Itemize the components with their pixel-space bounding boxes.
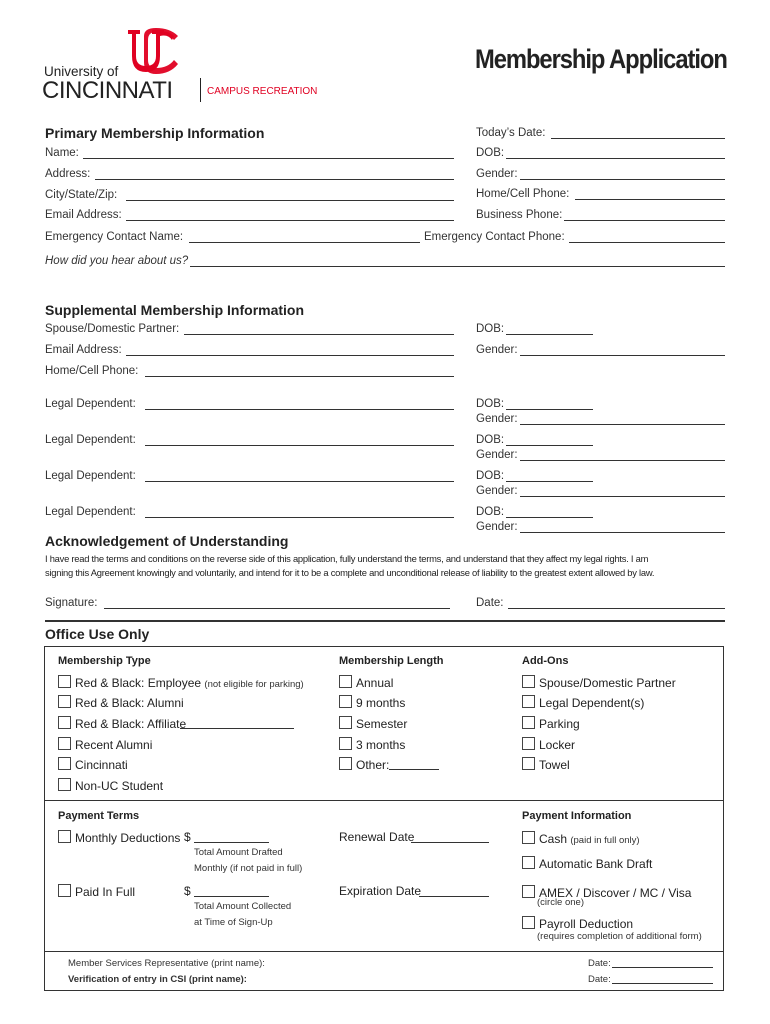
type-non-uc-option[interactable]: Non-UC Student xyxy=(58,778,163,793)
checkbox-icon[interactable] xyxy=(339,695,352,708)
business-phone-label: Business Phone: xyxy=(476,209,563,221)
cards-option[interactable]: AMEX / Discover / MC / Visa xyxy=(522,885,691,900)
type-cincinnati-option[interactable]: Cincinnati xyxy=(58,757,128,772)
signature-field[interactable] xyxy=(104,608,450,609)
acknowledgement-heading: Acknowledgement of Understanding xyxy=(45,533,289,549)
supp-phone-label: Home/Cell Phone: xyxy=(45,365,139,377)
spouse-field[interactable] xyxy=(184,334,454,335)
collected-line-1: Total Amount Collected xyxy=(194,901,292,912)
expiration-date-label: Expiration Date xyxy=(339,884,422,898)
membership-type-title: Membership Type xyxy=(58,655,151,667)
checkbox-icon[interactable] xyxy=(339,737,352,750)
checkbox-icon[interactable] xyxy=(58,884,71,897)
checkbox-icon[interactable] xyxy=(58,716,71,729)
supplemental-heading: Supplemental Membership Information xyxy=(45,302,305,318)
employee-note: (not eligible for parking) xyxy=(204,679,304,690)
university-of-text: University of xyxy=(44,64,119,79)
checkbox-icon[interactable] xyxy=(522,757,535,770)
emergency-phone-label: Emergency Contact Phone: xyxy=(424,231,565,243)
dependent-4-dob-label: DOB: xyxy=(476,506,505,518)
checkbox-icon[interactable] xyxy=(58,778,71,791)
checkbox-icon[interactable] xyxy=(522,716,535,729)
cash-note: (paid in full only) xyxy=(570,835,640,846)
addon-locker-option[interactable]: Locker xyxy=(522,737,575,752)
dependent-4-gender-field[interactable] xyxy=(520,532,725,533)
hear-field[interactable] xyxy=(190,266,725,267)
length-9months-option[interactable]: 9 months xyxy=(339,695,405,710)
checkbox-icon[interactable] xyxy=(522,916,535,929)
office-footer-divider xyxy=(44,951,724,952)
type-alumni-option[interactable]: Red & Black: Alumni xyxy=(58,695,184,710)
city-label: City/State/Zip: xyxy=(45,189,118,201)
dependent-4-dob-field[interactable] xyxy=(506,517,593,518)
office-divider xyxy=(45,620,725,622)
verification-label: Verification of entry in CSI (print name): xyxy=(68,974,247,985)
dependent-1-label: Legal Dependent: xyxy=(45,398,136,410)
name-label: Name: xyxy=(45,147,79,159)
addon-dependent-option[interactable]: Legal Dependent(s) xyxy=(522,695,644,710)
length-semester-option[interactable]: Semester xyxy=(339,716,407,731)
supp-email-field[interactable] xyxy=(126,355,454,356)
addons-title: Add-Ons xyxy=(522,655,569,667)
verification-date-field[interactable] xyxy=(612,983,713,984)
dependent-4-label: Legal Dependent: xyxy=(45,506,136,518)
hear-label: How did you hear about us? xyxy=(45,255,189,267)
rep-label: Member Services Representative (print name): xyxy=(68,958,265,969)
todays-date-label: Today’s Date: xyxy=(476,127,546,139)
expiration-date-field[interactable] xyxy=(419,896,489,897)
name-field[interactable] xyxy=(83,158,454,159)
addon-parking-option[interactable]: Parking xyxy=(522,716,580,731)
emergency-name-label: Emergency Contact Name: xyxy=(45,231,184,243)
spouse-dob-label: DOB: xyxy=(476,323,505,335)
checkbox-icon[interactable] xyxy=(58,675,71,688)
collected-line-2: at Time of Sign-Up xyxy=(194,917,273,928)
primary-heading: Primary Membership Information xyxy=(45,125,265,141)
campus-recreation-text: CAMPUS RECREATION xyxy=(207,86,318,97)
dob-field[interactable] xyxy=(506,158,725,159)
gender-field[interactable] xyxy=(520,179,725,180)
dependent-2-gender-field[interactable] xyxy=(520,460,725,461)
dependent-4-gender-label: Gender: xyxy=(476,521,518,533)
payroll-note: (requires completion of additional form) xyxy=(537,931,702,942)
type-recent-alumni-option[interactable]: Recent Alumni xyxy=(58,737,152,752)
checkbox-icon[interactable] xyxy=(522,885,535,898)
business-phone-field[interactable] xyxy=(564,220,725,221)
dependent-3-gender-field[interactable] xyxy=(520,496,725,497)
dependent-3-field[interactable] xyxy=(145,481,454,482)
renewal-date-label: Renewal Date xyxy=(339,830,415,844)
ack-date-label: Date: xyxy=(476,597,504,609)
checkbox-icon[interactable] xyxy=(58,695,71,708)
dependent-2-dob-label: DOB: xyxy=(476,434,505,446)
checkbox-icon[interactable] xyxy=(58,830,71,843)
uc-monogram-icon xyxy=(122,26,182,74)
dependent-2-label: Legal Dependent: xyxy=(45,434,136,446)
spouse-gender-label: Gender: xyxy=(476,344,518,356)
checkbox-icon[interactable] xyxy=(339,675,352,688)
dependent-1-dob-label: DOB: xyxy=(476,398,505,410)
supp-phone-field[interactable] xyxy=(145,376,454,377)
paid-amount-field[interactable] xyxy=(194,896,269,897)
checkbox-icon[interactable] xyxy=(522,856,535,869)
checkbox-icon[interactable] xyxy=(58,737,71,750)
paid-in-full-option[interactable]: Paid In Full xyxy=(58,884,135,899)
dependent-1-gender-field[interactable] xyxy=(520,424,725,425)
email-field[interactable] xyxy=(126,220,454,221)
address-field[interactable] xyxy=(95,179,454,180)
checkbox-icon[interactable] xyxy=(339,757,352,770)
office-heading: Office Use Only xyxy=(45,626,150,642)
home-phone-label: Home/Cell Phone: xyxy=(476,188,570,200)
city-field[interactable] xyxy=(126,200,454,201)
supp-email-label: Email Address: xyxy=(45,344,122,356)
monthly-amount-field[interactable] xyxy=(194,842,269,843)
dependent-3-gender-label: Gender: xyxy=(476,485,518,497)
verification-date-label: Date: xyxy=(588,974,611,985)
address-label: Address: xyxy=(45,168,91,180)
length-other-field[interactable] xyxy=(389,769,439,770)
membership-length-title: Membership Length xyxy=(339,655,444,667)
dependent-3-dob-label: DOB: xyxy=(476,470,505,482)
type-employee-option[interactable]: Red & Black: Employee (not eligible for parking) xyxy=(58,675,304,690)
monthly-dollar-sign: $ xyxy=(184,830,191,844)
drafted-line-1: Total Amount Drafted xyxy=(194,847,283,858)
checkbox-icon[interactable] xyxy=(58,757,71,770)
addon-towel-option[interactable]: Towel xyxy=(522,757,570,772)
dependent-2-gender-label: Gender: xyxy=(476,449,518,461)
office-box-divider xyxy=(44,800,724,801)
spouse-dob-field[interactable] xyxy=(506,334,593,335)
monthly-deductions-option[interactable]: Monthly Deductions xyxy=(58,830,180,845)
payment-info-title: Payment Information xyxy=(522,810,632,822)
affiliate-field[interactable] xyxy=(180,728,294,729)
ack-date-field[interactable] xyxy=(508,608,725,609)
checkbox-icon[interactable] xyxy=(339,716,352,729)
checkbox-icon[interactable] xyxy=(522,737,535,750)
spouse-gender-field[interactable] xyxy=(520,355,725,356)
dependent-2-field[interactable] xyxy=(145,445,454,446)
dob-label: DOB: xyxy=(476,147,505,159)
circle-one-note: (circle one) xyxy=(537,897,584,908)
dependent-3-label: Legal Dependent: xyxy=(45,470,136,482)
dependent-3-dob-field[interactable] xyxy=(506,481,593,482)
dependent-2-dob-field[interactable] xyxy=(506,445,593,446)
payroll-option[interactable]: Payroll Deduction xyxy=(522,916,633,931)
dependent-1-dob-field[interactable] xyxy=(506,409,593,410)
dependent-4-field[interactable] xyxy=(145,517,454,518)
checkbox-icon[interactable] xyxy=(522,675,535,688)
length-3months-option[interactable]: 3 months xyxy=(339,737,405,752)
dependent-1-field[interactable] xyxy=(145,409,454,410)
form-title: Membership Application xyxy=(475,44,727,74)
addon-spouse-option[interactable]: Spouse/Domestic Partner xyxy=(522,675,676,690)
spouse-label: Spouse/Domestic Partner: xyxy=(45,323,180,335)
length-other-option[interactable]: Other: xyxy=(339,757,389,772)
emergency-name-field[interactable] xyxy=(189,242,420,243)
emergency-phone-field[interactable] xyxy=(569,242,725,243)
checkbox-icon[interactable] xyxy=(522,831,535,844)
signature-label: Signature: xyxy=(45,597,98,609)
gender-label: Gender: xyxy=(476,168,518,180)
cash-option[interactable]: Cash (paid in full only) xyxy=(522,831,640,846)
paid-dollar-sign: $ xyxy=(184,884,191,898)
length-annual-option[interactable]: Annual xyxy=(339,675,393,690)
type-affiliate-option[interactable]: Red & Black: Affiliate xyxy=(58,716,186,731)
logo-divider xyxy=(200,78,201,102)
todays-date-field[interactable] xyxy=(551,138,725,139)
renewal-date-field[interactable] xyxy=(411,842,489,843)
dependent-1-gender-label: Gender: xyxy=(476,413,518,425)
rep-date-label: Date: xyxy=(588,958,611,969)
email-label: Email Address: xyxy=(45,209,122,221)
bank-draft-option[interactable]: Automatic Bank Draft xyxy=(522,856,652,871)
ack-text-line-2: signing this Agreement knowingly and voluntarily, and intend for it to be a complete and unconditional release of liability to the greatest extent allowed by law. xyxy=(45,567,655,578)
checkbox-icon[interactable] xyxy=(522,695,535,708)
payment-terms-title: Payment Terms xyxy=(58,810,140,822)
home-phone-field[interactable] xyxy=(575,199,725,200)
uc-logo xyxy=(40,26,320,106)
drafted-line-2: Monthly (if not paid in full) xyxy=(194,863,303,874)
cincinnati-text: CINCINNATI xyxy=(42,77,173,104)
ack-text-line-1: I have read the terms and conditions on the reverse side of this application, fully understand the terms, and understand that they affect my legal rights. I am xyxy=(45,553,649,564)
rep-date-field[interactable] xyxy=(612,967,713,968)
